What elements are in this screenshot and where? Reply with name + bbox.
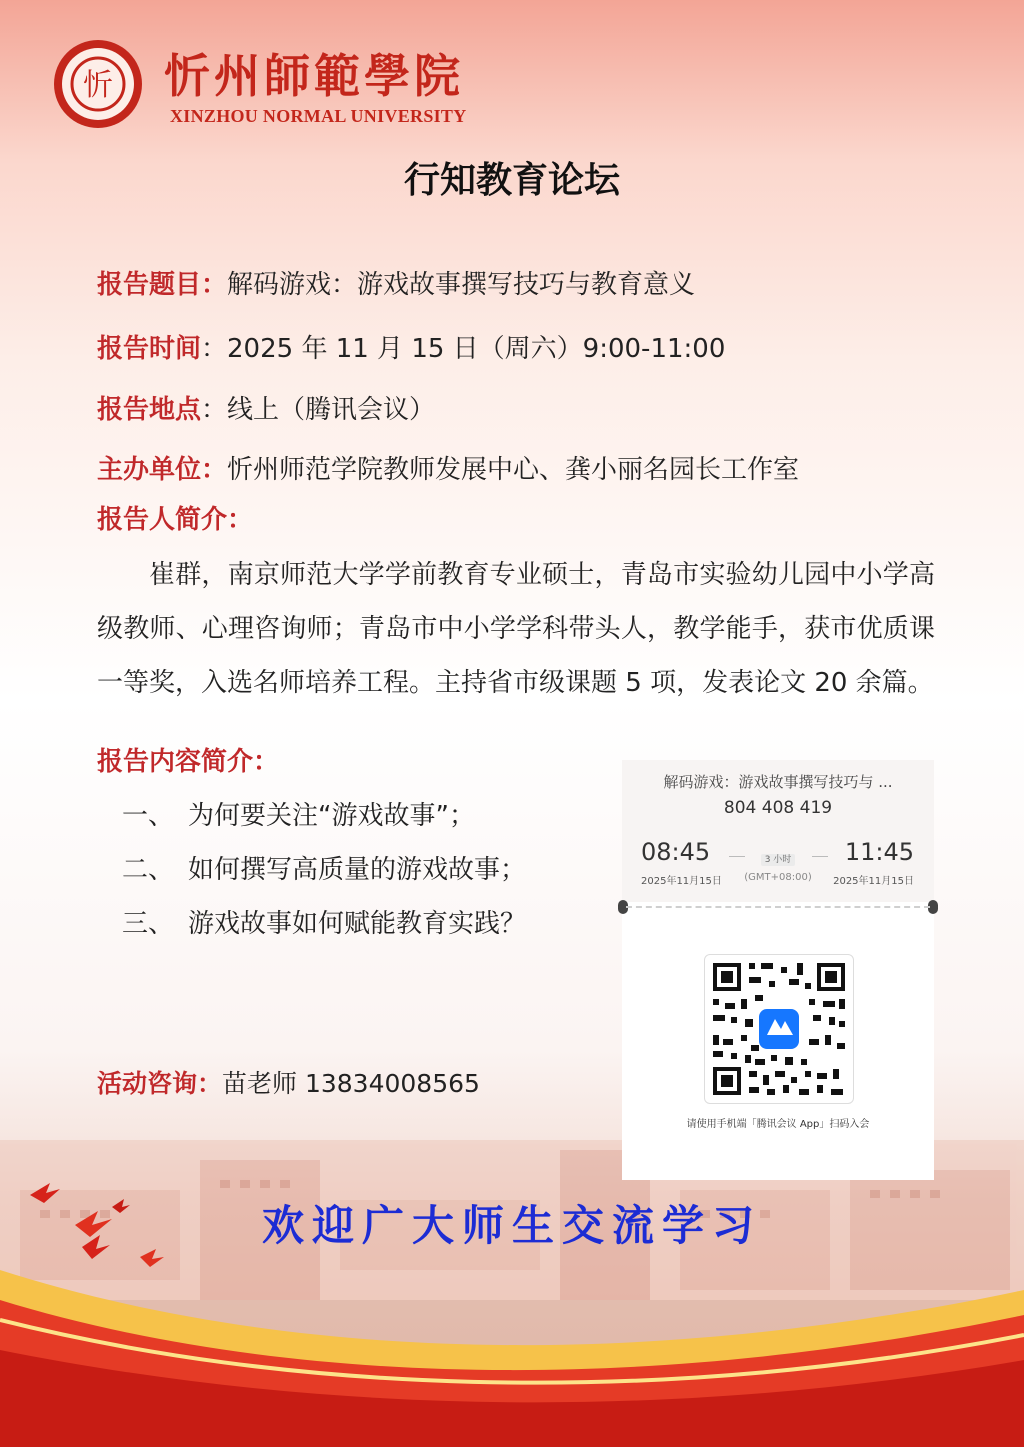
meeting-start-date: 2025年11月15日 (641, 876, 722, 887)
topic-value: 解码游戏：游戏故事撰写技巧与教育意义 (227, 270, 696, 300)
qr-code-icon[interactable] (705, 955, 853, 1103)
content-item-text: 为何要关注“游戏故事”； (188, 801, 475, 831)
content-item-number: 一、 (122, 801, 175, 831)
content-item-text: 如何撰写高质量的游戏故事； (188, 855, 527, 885)
forum-title: 行知教育论坛 (403, 159, 620, 201)
university-seal-logo (52, 38, 144, 130)
consult-value: 苗老师 13834008565 (222, 1069, 480, 1098)
topic-row (97, 264, 695, 301)
meeting-end-date: 2025年11月15日 (833, 876, 914, 887)
university-name-cn: 忻州師範學院 (164, 49, 464, 103)
meeting-duration-badge: 3 小时 (761, 854, 796, 866)
place-row (97, 389, 435, 426)
welcome-slogan: 欢迎广大师生交流学习 (261, 1201, 762, 1250)
meeting-title: 解码游戏：游戏故事撰写技巧与 ... (663, 773, 893, 791)
university-name-en: XINZHOU NORMAL UNIVERSITY (170, 106, 467, 126)
meeting-end-time: 11:45 (844, 838, 914, 866)
place-value: ：线上（腾讯会议） (201, 395, 436, 425)
content-item-number: 三、 (122, 909, 175, 939)
content-item-text: 游戏故事如何赋能教育实践？ (188, 909, 527, 939)
host-value: 忻州师范学院教师发展中心、龚小丽名园长工作室 (227, 455, 800, 485)
speaker-bio: 崔群，南京师范大学学前教育专业硕士，青岛市实验幼儿园中小学高级教师、心理咨询师；青岛市中小学学科带头人，教学能手，获市优质课一等奖，入选名师培养工程。主持省市级课题 5 项，发表论文 20 余篇。 (97, 560, 935, 698)
meeting-start-time: 08:45 (641, 838, 711, 866)
svg-text:忻: 忻 (83, 68, 113, 103)
qr-hint-text: 请使用手机端「腾讯会议 App」扫码入会 (686, 1119, 870, 1130)
time-label: 报告时间 (97, 334, 202, 364)
topic-label: 报告题目： (97, 270, 228, 300)
content-item (122, 903, 526, 940)
speaker-heading: 报告人简介： (97, 505, 254, 535)
content-item (122, 795, 475, 832)
meeting-card (622, 760, 934, 1180)
place-label: 报告地点 (97, 395, 202, 425)
meeting-id: 804 408 419 (723, 798, 833, 818)
host-row (97, 449, 799, 486)
consult-row (97, 1064, 480, 1100)
content-heading: 报告内容简介： (97, 747, 280, 777)
content-item (122, 849, 526, 886)
ticket-perforation (626, 906, 930, 908)
content-item-number: 二、 (122, 855, 175, 885)
time-row (97, 328, 725, 365)
consult-label: 活动咨询： (97, 1069, 223, 1098)
host-label: 主办单位： (97, 455, 228, 485)
time-value: ：2025 年 11 月 15 日（周六）9:00-11:00 (201, 334, 726, 364)
qr-code-frame[interactable] (704, 954, 854, 1104)
divider (812, 856, 828, 857)
meeting-timezone: (GMT+08:00) (744, 872, 812, 883)
